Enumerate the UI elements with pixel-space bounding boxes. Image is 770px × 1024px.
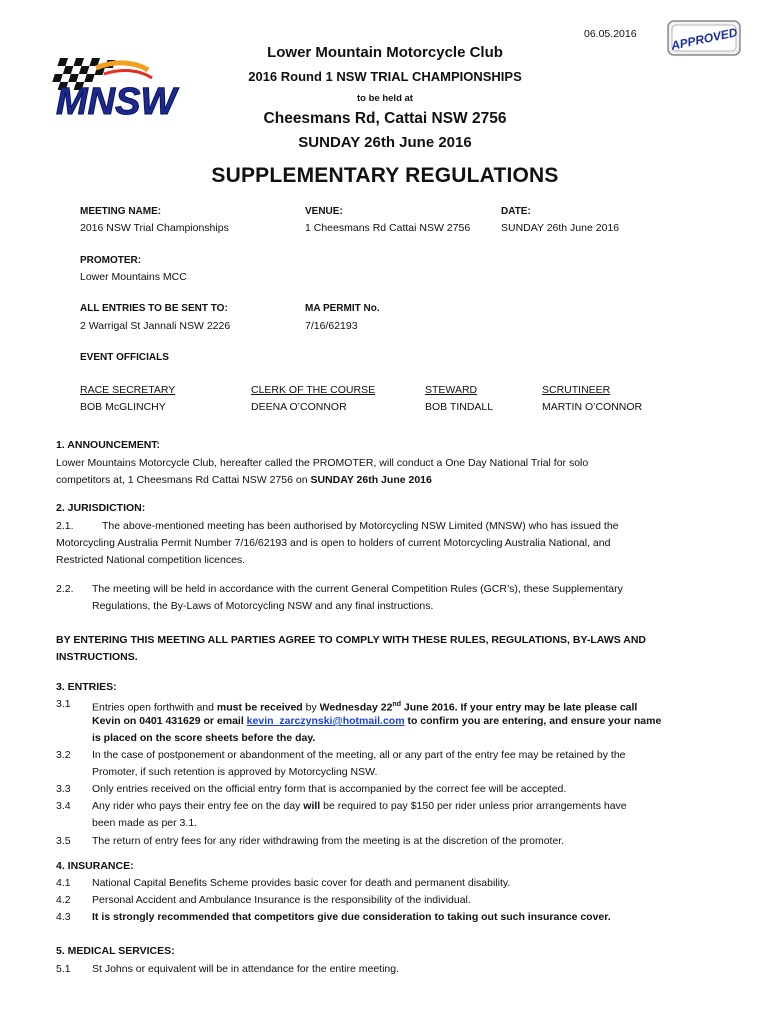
clause-3-3-text: Only entries received on the official entry form that is accompanied by the correct fee will be accepted. xyxy=(92,783,567,795)
clause-2-1-text: The above-mentioned meeting has been authorised by Motorcycling NSW Limited (MNSW) who has issued the xyxy=(102,520,619,532)
official-name: BOB McGLINCHY xyxy=(80,401,166,413)
official-role: CLERK OF THE COURSE xyxy=(251,384,376,396)
venue-label: VENUE: xyxy=(305,206,343,217)
clause-4-3-text: It is strongly recommended that competitors give due consideration to taking out such insurance cover. xyxy=(92,911,611,923)
clause-number: 2.2. xyxy=(56,583,74,595)
clause-4-1-text: National Capital Benefits Scheme provides basic cover for death and permanent disability. xyxy=(92,877,511,889)
mnsw-logo-text: MNSW xyxy=(56,81,177,123)
event-title: 2016 Round 1 NSW TRIAL CHAMPIONSHIPS xyxy=(248,69,522,84)
section-5-heading: 5. MEDICAL SERVICES: xyxy=(56,945,175,957)
section-1-text-cont: competitors at, 1 Cheesmans Rd Cattai NSW 2756 on SUNDAY 26th June 2016 xyxy=(56,474,432,486)
clause-3-1-text-cont2: is placed on the score sheets before the day. xyxy=(92,732,316,744)
section-1-text: Lower Mountains Motorcycle Club, hereafter called the PROMOTER, will conduct a One Day National Trial for solo xyxy=(56,457,589,469)
official-name: BOB TINDALL xyxy=(425,401,494,413)
event-venue: Cheesmans Rd, Cattai NSW 2756 xyxy=(263,110,507,127)
meeting-name-value: 2016 NSW Trial Championships xyxy=(80,222,229,234)
club-name: Lower Mountain Motorcycle Club xyxy=(267,44,503,61)
section-2-heading: 2. JURISDICTION: xyxy=(56,502,146,514)
clause-number: 3.2 xyxy=(56,749,71,761)
clause-3-5-text: The return of entry fees for any rider withdrawing from the meeting is at the discretion of the promoter. xyxy=(92,835,565,847)
clause-2-2-text: The meeting will be held in accordance with the current General Competition Rules (GCR’s), these Supplementary xyxy=(92,583,623,595)
clause-2-1-text-cont: Motorcycling Australia Permit Number 7/16/62193 and is open to holders of current Motorcycling Australia National, and xyxy=(56,537,611,549)
official-name: DEENA O’CONNOR xyxy=(251,401,347,413)
official-role: SCRUTINEER xyxy=(542,384,611,396)
clause-number: 4.1 xyxy=(56,877,71,889)
entries-address-label: ALL ENTRIES TO BE SENT TO: xyxy=(80,303,228,314)
agreement-notice: BY ENTERING THIS MEETING ALL PARTIES AGREE TO COMPLY WITH THESE RULES, REGULATIONS, BY-LAWS AND xyxy=(56,634,646,646)
meeting-name-label: MEETING NAME: xyxy=(80,206,162,217)
event-date: SUNDAY 26th June 2016 xyxy=(298,134,472,151)
official-role: STEWARD xyxy=(425,384,478,396)
clause-4-2-text: Personal Accident and Ambulance Insurance is the responsibility of the individual. xyxy=(92,894,471,906)
page-title: SUPPLEMENTARY REGULATIONS xyxy=(211,164,559,187)
clause-5-1-text: St Johns or equivalent will be in attendance for the entire meeting. xyxy=(92,963,400,975)
clause-3-2-text: In the case of postponement or abandonment of the meeting, all or any part of the entry fee may be retained by the xyxy=(92,749,626,761)
clause-3-1-text-cont: Kevin on 0401 431629 or email kevin_zarczynski@hotmail.com to confirm you are entering, and ensure your name xyxy=(92,715,662,727)
section-4-heading: 4. INSURANCE: xyxy=(56,860,134,872)
document-date: 06.05.2016 xyxy=(584,28,637,40)
clause-number: 5.1 xyxy=(56,963,71,975)
date-value: SUNDAY 26th June 2016 xyxy=(501,222,620,234)
date-label: DATE: xyxy=(501,206,531,217)
official-role: RACE SECRETARY xyxy=(80,384,176,396)
contact-email-link[interactable]: kevin_zarczynski@hotmail.com xyxy=(246,715,405,727)
event-officials-heading: EVENT OFFICIALS xyxy=(80,352,169,363)
clause-2-1-text-cont2: Restricted National competition licences. xyxy=(56,554,246,566)
clause-number: 3.1 xyxy=(56,698,71,710)
clause-number: 4.3 xyxy=(56,911,71,923)
clause-3-1-text: Entries open forthwith and must be received by Wednesday 22nd June 2016. If your entry may be late please call xyxy=(92,701,638,714)
clause-2-2-text-cont: Regulations, the By-Laws of Motorcycling NSW and any final instructions. xyxy=(92,600,434,612)
clause-3-4-text: Any rider who pays their entry fee on the day will be required to pay $150 per rider unless prior arrangements have xyxy=(92,800,627,812)
approved-stamp-text: APPROVED xyxy=(669,25,739,53)
permit-value: 7/16/62193 xyxy=(305,320,358,332)
agreement-notice-cont: INSTRUCTIONS. xyxy=(56,651,138,663)
clause-number: 3.3 xyxy=(56,783,71,795)
clause-number: 4.2 xyxy=(56,894,71,906)
venue-value: 1 Cheesmans Rd Cattai NSW 2756 xyxy=(305,222,471,234)
permit-label: MA PERMIT No. xyxy=(305,303,380,314)
held-at-text: to be held at xyxy=(357,93,413,104)
section-1-heading: 1. ANNOUNCEMENT: xyxy=(56,439,161,451)
official-name: MARTIN O’CONNOR xyxy=(542,401,643,413)
clause-number: 3.4 xyxy=(56,800,71,812)
entries-address-value: 2 Warrigal St Jannali NSW 2226 xyxy=(80,320,231,332)
clause-number: 2.1. xyxy=(56,520,74,532)
section-3-heading: 3. ENTRIES: xyxy=(56,681,117,693)
clause-3-2-text-cont: Promoter, if such retention is approved by Motorcycling NSW. xyxy=(92,766,378,778)
clause-3-4-text-cont: been made as per 3.1. xyxy=(92,817,198,829)
promoter-label: PROMOTER: xyxy=(80,255,142,266)
promoter-value: Lower Mountains MCC xyxy=(80,271,187,283)
clause-number: 3.5 xyxy=(56,835,71,847)
